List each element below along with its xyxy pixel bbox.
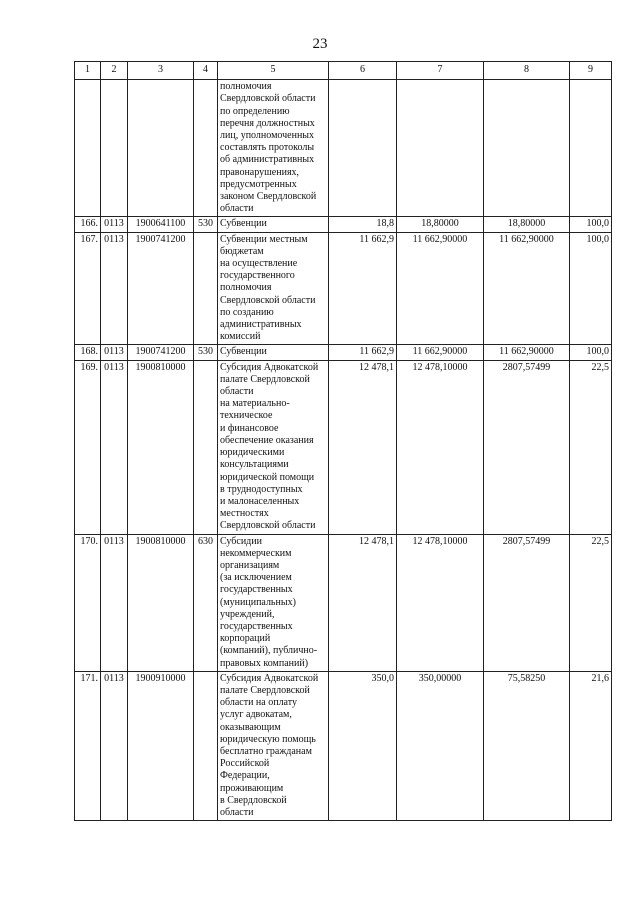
expense-type-code <box>194 671 218 820</box>
item-name-line: консультациями <box>220 459 289 471</box>
execution-percent: 100,0 <box>570 232 612 345</box>
execution-percent: 21,6 <box>570 671 612 820</box>
column-header: 9 <box>570 62 612 80</box>
item-name-line: области <box>220 203 254 215</box>
article-code: 1900910000 <box>128 671 194 820</box>
item-name-line: составлять протоколы <box>220 142 315 154</box>
item-name-line: организациям <box>220 559 280 571</box>
executed-amount: 11 662,90000 <box>484 232 570 345</box>
item-name-line: по созданию <box>220 306 274 318</box>
item-name-line: законом Свердловской <box>220 191 317 203</box>
item-name-line: на материально- <box>220 398 290 410</box>
item-name-line: проживающим <box>220 782 284 794</box>
column-header: 7 <box>397 62 484 80</box>
item-name-line: (за исключением <box>220 572 292 584</box>
row-number: 170. <box>75 534 101 671</box>
item-name-line: Российской <box>220 758 270 770</box>
section-code: 0113 <box>101 345 128 360</box>
item-name-line: (компаний), публично- <box>220 645 318 657</box>
expense-type-code <box>194 232 218 345</box>
item-name-line: Субвенции <box>220 218 267 230</box>
item-name-line: комиссий <box>220 331 261 343</box>
item-name-line: перечня должностных <box>220 117 315 129</box>
article-code: 1900641100 <box>128 217 194 232</box>
specified-amount <box>397 80 484 217</box>
item-name-line: административных <box>220 319 302 331</box>
item-name-line: юридическую помощь <box>220 733 316 745</box>
item-name <box>218 534 329 671</box>
item-name-line: государственных <box>220 620 293 632</box>
item-name-line: техническое <box>220 410 273 422</box>
article-code: 1900810000 <box>128 360 194 534</box>
table-row <box>75 671 612 820</box>
row-number: 166. <box>75 217 101 232</box>
item-name-line: бесплатно гражданам <box>220 745 312 757</box>
item-name <box>218 360 329 534</box>
item-name-line: предусмотренных <box>220 178 297 190</box>
item-name-line: юридической помощи <box>220 471 315 483</box>
page-number: 23 <box>312 36 328 52</box>
item-name-line: корпораций <box>220 633 271 645</box>
section-code: 0113 <box>101 360 128 534</box>
specified-amount: 12 478,10000 <box>397 534 484 671</box>
expense-type-code: 530 <box>194 217 218 232</box>
specified-amount: 18,80000 <box>397 217 484 232</box>
item-name-line: Субвенции <box>220 346 267 358</box>
column-header: 6 <box>329 62 397 80</box>
table-row <box>75 217 612 232</box>
article-code: 1900810000 <box>128 534 194 671</box>
column-header: 1 <box>75 62 101 80</box>
item-name-line: Субсидии <box>220 535 262 547</box>
specified-amount: 12 478,10000 <box>397 360 484 534</box>
expense-type-code: 630 <box>194 534 218 671</box>
approved-amount <box>329 80 397 217</box>
item-name-line: об административных <box>220 154 315 166</box>
item-name-line: полномочия <box>220 81 272 93</box>
article-code: 1900741200 <box>128 345 194 360</box>
article-code: 1900741200 <box>128 232 194 345</box>
table-header-row <box>75 62 612 80</box>
row-number: 169. <box>75 360 101 534</box>
row-number <box>75 80 101 217</box>
approved-amount: 18,8 <box>329 217 397 232</box>
item-name-line: палате Свердловской <box>220 684 310 696</box>
executed-amount: 2807,57499 <box>484 360 570 534</box>
item-name-line: в труднодоступных <box>220 483 303 495</box>
item-name-line: обеспечение оказания <box>220 434 314 446</box>
section-code: 0113 <box>101 217 128 232</box>
table-row <box>75 345 612 360</box>
table-row <box>75 360 612 534</box>
column-header: 3 <box>128 62 194 80</box>
execution-percent <box>570 80 612 217</box>
item-name-line: местностях <box>220 508 269 520</box>
item-name-line: Свердловской области <box>220 294 316 306</box>
column-header: 2 <box>101 62 128 80</box>
item-name-line: Субвенции местным <box>220 233 308 245</box>
row-number: 168. <box>75 345 101 360</box>
item-name-line: области на оплату <box>220 697 297 709</box>
execution-percent: 100,0 <box>570 345 612 360</box>
section-code <box>101 80 128 217</box>
section-code: 0113 <box>101 671 128 820</box>
item-name <box>218 80 329 217</box>
approved-amount: 12 478,1 <box>329 360 397 534</box>
item-name-line: (муниципальных) <box>220 596 296 608</box>
expense-type-code <box>194 360 218 534</box>
column-header: 4 <box>194 62 218 80</box>
section-code: 0113 <box>101 232 128 345</box>
item-name-line: по определению <box>220 105 290 117</box>
budget-table <box>74 61 612 821</box>
executed-amount: 75,58250 <box>484 671 570 820</box>
specified-amount: 350,00000 <box>397 671 484 820</box>
item-name-line: Свердловской области <box>220 520 316 532</box>
expense-type-code <box>194 80 218 217</box>
item-name-line: бюджетам <box>220 245 264 257</box>
approved-amount: 11 662,9 <box>329 345 397 360</box>
item-name-line: полномочия <box>220 282 272 294</box>
approved-amount: 350,0 <box>329 671 397 820</box>
column-header: 5 <box>218 62 329 80</box>
executed-amount: 18,80000 <box>484 217 570 232</box>
execution-percent: 100,0 <box>570 217 612 232</box>
executed-amount <box>484 80 570 217</box>
expense-type-code: 530 <box>194 345 218 360</box>
item-name-line: оказывающим <box>220 721 281 733</box>
table-row <box>75 80 612 217</box>
table-row <box>75 534 612 671</box>
column-header: 8 <box>484 62 570 80</box>
item-name-line: учреждений, <box>220 608 275 620</box>
item-name-line: палате Свердловской <box>220 373 310 385</box>
item-name <box>218 217 329 232</box>
item-name-line: государственного <box>220 270 295 282</box>
row-number: 171. <box>75 671 101 820</box>
item-name-line: в Свердловской <box>220 794 287 806</box>
execution-percent: 22,5 <box>570 534 612 671</box>
item-name-line: некоммерческим <box>220 547 292 559</box>
section-code: 0113 <box>101 534 128 671</box>
item-name-line: Субсидия Адвокатской <box>220 361 319 373</box>
item-name-line: и финансовое <box>220 422 279 434</box>
item-name-line: Субсидия Адвокатской <box>220 672 319 684</box>
row-number: 167. <box>75 232 101 345</box>
item-name <box>218 671 329 820</box>
item-name-line: Федерации, <box>220 770 270 782</box>
item-name-line: лиц, уполномоченных <box>220 130 315 142</box>
item-name-line: на осуществление <box>220 258 298 270</box>
article-code <box>128 80 194 217</box>
item-name-line: юридическими <box>220 447 285 459</box>
approved-amount: 11 662,9 <box>329 232 397 345</box>
item-name-line: Свердловской области <box>220 93 316 105</box>
specified-amount: 11 662,90000 <box>397 232 484 345</box>
item-name-line: области <box>220 806 254 818</box>
item-name-line: и малонаселенных <box>220 495 300 507</box>
item-name-line: правовых компаний) <box>220 657 309 669</box>
table-row <box>75 232 612 345</box>
item-name-line: правонарушениях, <box>220 166 300 178</box>
item-name-line: услуг адвокатам, <box>220 709 292 721</box>
item-name-line: области <box>220 386 254 398</box>
approved-amount: 12 478,1 <box>329 534 397 671</box>
specified-amount: 11 662,90000 <box>397 345 484 360</box>
item-name-line: государственных <box>220 584 293 596</box>
executed-amount: 11 662,90000 <box>484 345 570 360</box>
item-name <box>218 345 329 360</box>
item-name <box>218 232 329 345</box>
execution-percent: 22,5 <box>570 360 612 534</box>
executed-amount: 2807,57499 <box>484 534 570 671</box>
